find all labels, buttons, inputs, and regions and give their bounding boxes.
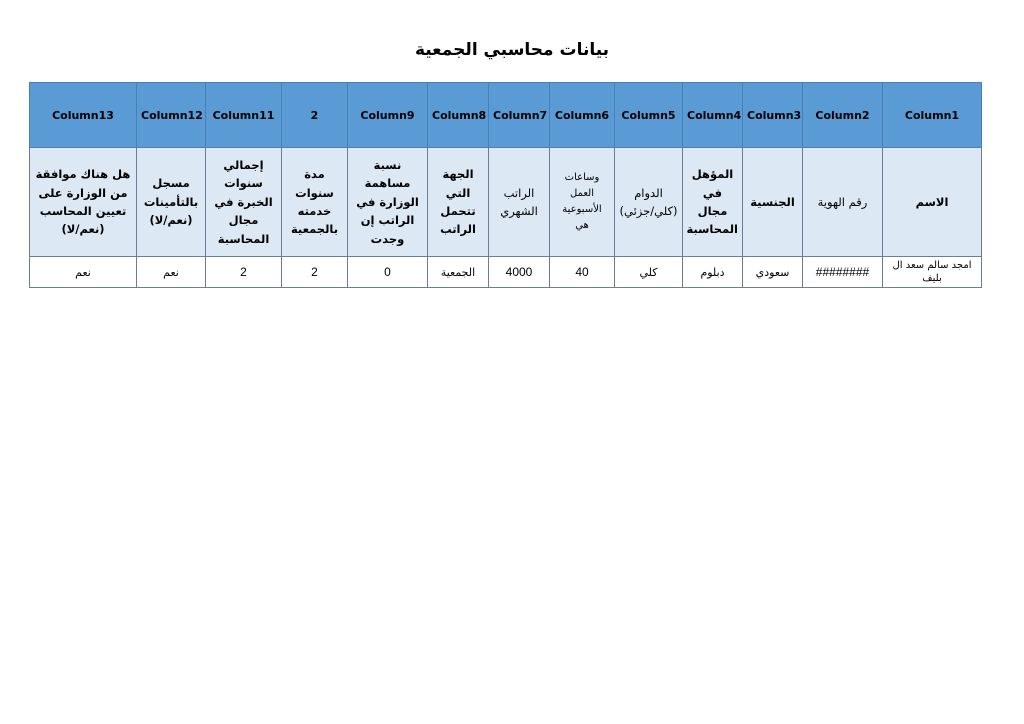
label-cell[interactable]: مدة سنوات خدمته بالجمعية: [282, 148, 348, 257]
column-header[interactable]: Column2: [803, 83, 883, 148]
label-cell[interactable]: إجمالي سنوات الخبرة في مجال المحاسبة: [206, 148, 282, 257]
column-header[interactable]: Column8: [428, 83, 489, 148]
table-row: [30, 257, 982, 288]
label-cell[interactable]: الجهة التي تتحمل الراتب: [428, 148, 489, 257]
label-cell[interactable]: المؤهل في مجال المحاسبة: [683, 148, 743, 257]
data-cell[interactable]: 40: [550, 257, 615, 288]
data-cell[interactable]: 2: [206, 257, 282, 288]
column-header[interactable]: Column3: [743, 83, 803, 148]
data-cell[interactable]: 4000: [489, 257, 550, 288]
data-cell[interactable]: دبلوم: [683, 257, 743, 288]
data-cell[interactable]: الجمعية: [428, 257, 489, 288]
column-header[interactable]: 2: [282, 83, 348, 148]
header-row: [30, 83, 982, 148]
label-row: [30, 148, 982, 257]
data-cell[interactable]: كلي: [615, 257, 683, 288]
label-cell[interactable]: الجنسية: [743, 148, 803, 257]
label-cell[interactable]: مسجل بالتأمينات (نعم/لا): [137, 148, 206, 257]
label-cell[interactable]: الاسم: [883, 148, 982, 257]
accountants-table: [29, 82, 982, 288]
label-cell[interactable]: الراتب الشهري: [489, 148, 550, 257]
column-header[interactable]: Column1: [883, 83, 982, 148]
column-header[interactable]: Column11: [206, 83, 282, 148]
column-header[interactable]: Column12: [137, 83, 206, 148]
data-cell[interactable]: امجد سالم سعد ال بليف: [883, 257, 982, 288]
data-cell[interactable]: 2: [282, 257, 348, 288]
data-cell[interactable]: ########: [803, 257, 883, 288]
page-title: بيانات محاسبي الجمعية: [414, 40, 610, 60]
column-header[interactable]: Column6: [550, 83, 615, 148]
column-header[interactable]: Column5: [615, 83, 683, 148]
column-header[interactable]: Column9: [348, 83, 428, 148]
column-header[interactable]: Column4: [683, 83, 743, 148]
column-header[interactable]: Column13: [30, 83, 137, 148]
label-cell[interactable]: رقم الهوية: [803, 148, 883, 257]
label-cell[interactable]: نسبة مساهمة الوزارة في الراتب إن وجدت: [348, 148, 428, 257]
column-header[interactable]: Column7: [489, 83, 550, 148]
label-cell[interactable]: وساعات العمل الأسبوعية هي: [550, 148, 615, 257]
data-cell[interactable]: نعم: [30, 257, 137, 288]
data-cell[interactable]: 0: [348, 257, 428, 288]
label-cell[interactable]: هل هناك موافقة من الوزارة على تعيين المحاسب (نعم/لا): [30, 148, 137, 257]
data-cell[interactable]: نعم: [137, 257, 206, 288]
label-cell[interactable]: الدوام (كلي/جزئي): [615, 148, 683, 257]
data-cell[interactable]: سعودي: [743, 257, 803, 288]
